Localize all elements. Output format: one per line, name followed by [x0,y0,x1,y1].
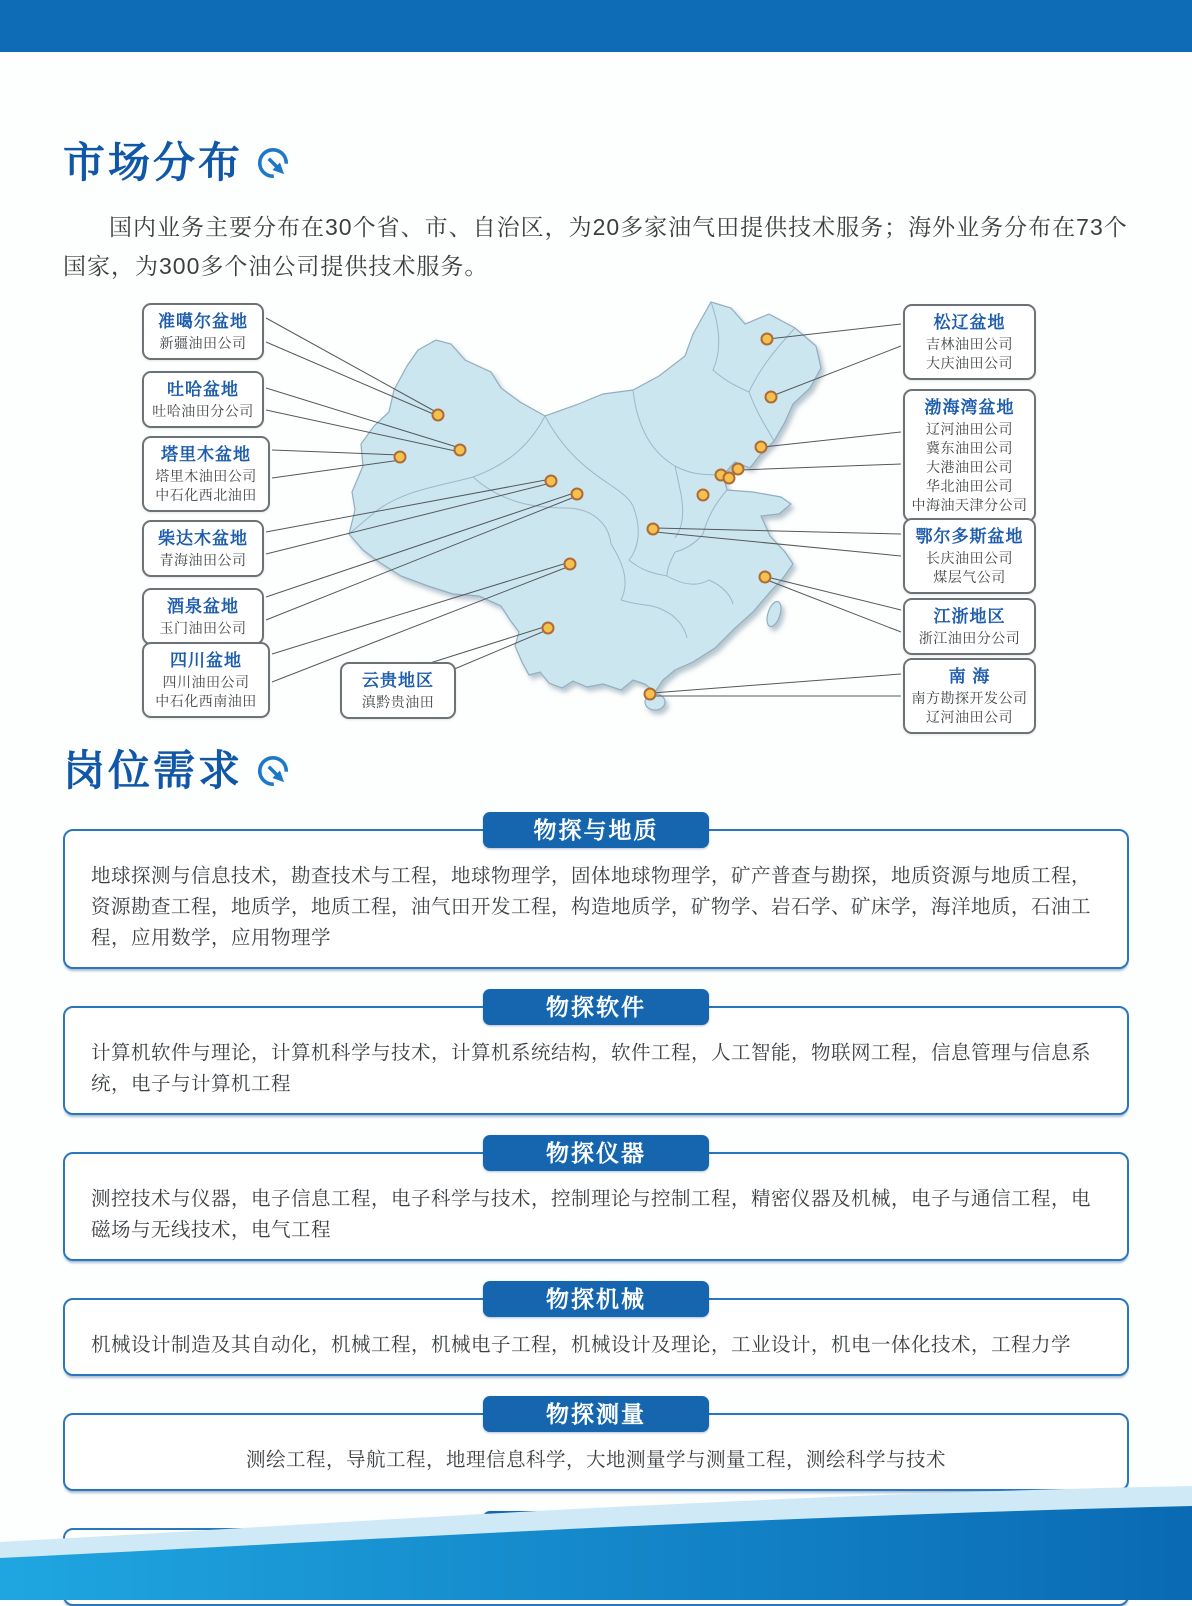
map-label-yungui [340,662,456,719]
map-label-junggar [142,303,264,360]
map-label-company: 青海油田公司 [159,552,247,568]
section-tab: 物探机械 [483,1281,709,1317]
china-mainland-shape [349,302,821,710]
map-label-company: 中石化西南油田 [155,693,257,709]
section-majors: 机械设计制造及其自动化，机械工程，机械电子工程，机械设计及理论，工业设计，机电一体化技术，工程力学 [91,1334,1072,1356]
market-title-text: 市场分布 [63,139,244,186]
section-tab: 物探仪器 [483,1135,709,1171]
map-label-company: 浙江油田分公司 [918,630,1021,646]
map-label-title: 南 海 [948,667,991,686]
circular-arrow-icon [255,753,291,789]
map-label-company: 吉林油田公司 [926,336,1013,352]
map-label-title: 云贵地区 [362,671,434,690]
map-label-company: 滇黔贵油田 [361,694,435,710]
section-tab: 物探与地质 [483,812,709,848]
map-label-company: 大庆油田公司 [926,355,1013,371]
top-bar [0,0,1192,52]
map-label-title: 江浙地区 [933,607,1006,626]
map-label-songliao [903,304,1036,380]
map-label-company: 煤层气公司 [933,569,1006,585]
map-label-south-sea [903,658,1036,734]
section-tab: 物探软件 [483,989,709,1025]
map-label-title: 四川盆地 [170,651,242,670]
map-label-company: 四川油田公司 [162,674,250,690]
section-majors: 测绘工程，导航工程，地理信息科学，大地测量学与测量工程，测绘科学与技术 [245,1449,946,1471]
map-label-title: 渤海湾盆地 [924,398,1015,417]
map-label-company: 长庆油田公司 [926,550,1013,566]
map-label-title: 准噶尔盆地 [158,312,248,331]
map-label-company: 中石化西北油田 [155,487,257,503]
circular-arrow-icon [255,145,291,181]
map-label-title: 柴达木盆地 [158,529,248,548]
map-label-company: 塔里木油田公司 [155,468,257,484]
map-label-jiangzhe [903,598,1036,655]
map-label-company: 华北油田公司 [926,478,1013,494]
map-label-company: 玉门油田公司 [159,620,247,636]
map-label-title: 塔里木盆地 [161,445,251,464]
map-label-jiuquan [142,588,264,645]
intro-paragraph: 国内业务主要分布在30个省、市、自治区，为20多家油气田提供技术服务；海外业务分布在73个国家，为300多个油公司提供技术服务。 [63,214,1128,279]
china-market-map [0,294,1192,724]
map-label-title: 吐哈盆地 [167,380,239,399]
section-box [63,829,1129,969]
map-label-ordos [903,518,1036,594]
map-label-company: 中海油天津分公司 [911,497,1028,513]
map-label-company: 冀东油田公司 [926,440,1013,456]
map-label-qaidam [142,520,264,577]
jobs-section-title [63,738,1192,798]
map-label-tarim [142,436,270,512]
map-label-title: 鄂尔多斯盆地 [915,527,1024,546]
map-label-company: 辽河油田公司 [926,421,1013,437]
map-label-company: 南方勘探开发公司 [911,690,1028,706]
section-majors: 计算机软件与理论，计算机科学与技术，计算机系统结构，软件工程，人工智能，物联网工程，信息管理与信息系统，电子与计算机工程 [91,1042,1092,1095]
map-label-company: 辽河油田公司 [926,709,1013,725]
map-label-title: 酒泉盆地 [167,597,239,616]
footer-wave [0,1470,1192,1600]
map-label-company: 吐哈油田分公司 [152,403,254,419]
section-geophysics-machinery [63,1281,1129,1376]
map-label-bohai-bay [903,389,1036,522]
section-geophysics-instruments [63,1135,1129,1261]
map-label-company: 大港油田公司 [926,459,1013,475]
section-geophysics-software [63,989,1129,1115]
map-label-sichuan [142,642,270,718]
section-geophysics-and-geology [63,812,1129,969]
map-label-tuha [142,371,264,428]
section-majors: 测控技术与仪器，电子信息工程，电子科学与技术，控制理论与控制工程，精密仪器及机械，电子与通信工程，电磁场与无线技术，电气工程 [91,1188,1092,1241]
map-label-title: 松辽盆地 [933,313,1006,332]
section-majors: 地球探测与信息技术，勘查技术与工程，地球物理学，固体地球物理学，矿产普查与勘探，地质资源与地质工程，资源勘查工程，地质学，地质工程，油气田开发工程，构造地质学，矿物学、岩石学、矿床学，海洋地质，石油工程，应用数学，应用物理学 [91,865,1092,949]
jobs-title-text: 岗位需求 [63,747,244,794]
section-tab: 物探测量 [483,1396,709,1432]
map-label-company: 新疆油田公司 [159,335,247,351]
